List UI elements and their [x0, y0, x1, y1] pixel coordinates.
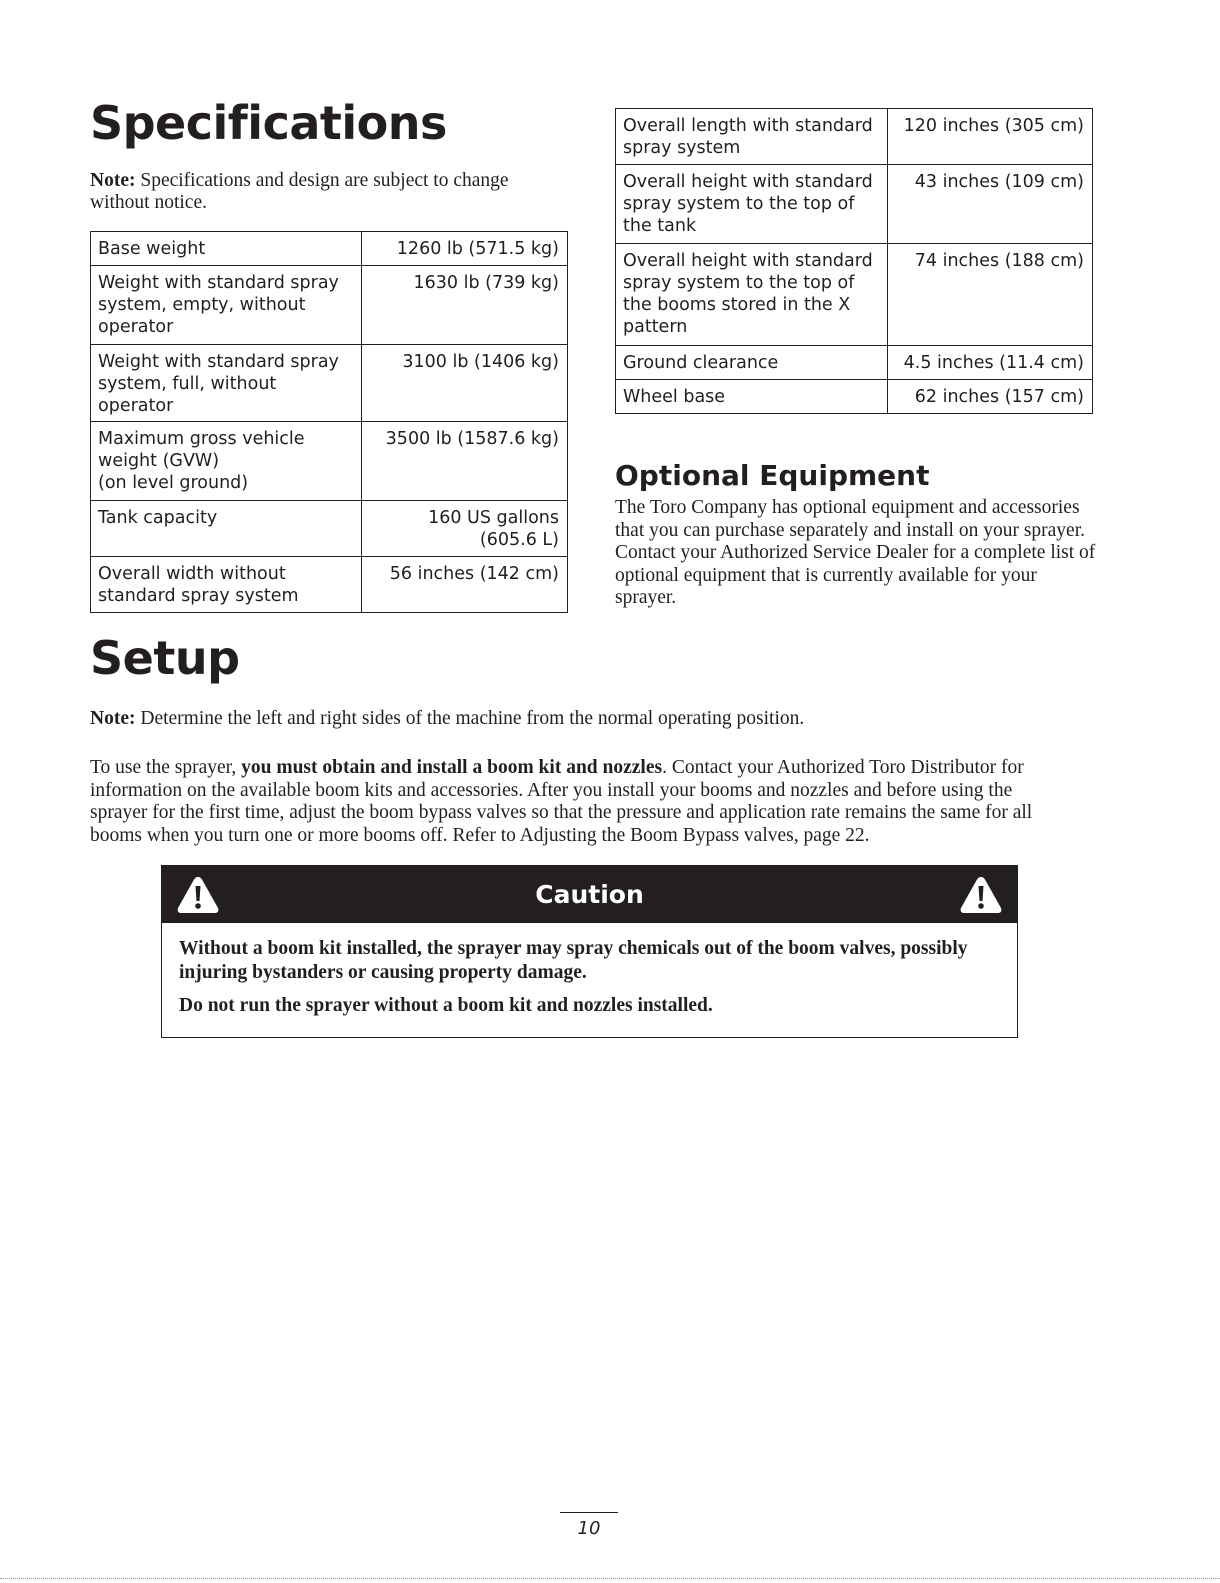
caution-text: Do not run the sprayer without a boom kit and nozzles installed. — [179, 995, 713, 1016]
spec-label: Wheel base — [616, 380, 888, 414]
spec-label: Overall length with standard spray system — [616, 109, 888, 165]
spec-label: Overall width without standard spray system — [91, 557, 362, 613]
page-number-rule — [560, 1512, 618, 1513]
table-row — [616, 109, 1093, 165]
spec-value: 3500 lb (1587.6 kg) — [362, 422, 568, 501]
table-row — [91, 345, 568, 422]
setup-heading: Setup — [90, 631, 240, 685]
spec-label: Overall height with standard spray system to the top of the booms stored in the X pattern — [616, 244, 888, 346]
spec-value: 62 inches (157 cm) — [888, 380, 1093, 414]
spec-value: 160 US gallons (605.6 L) — [362, 501, 568, 557]
caution-text: Without a boom kit installed, the sprayer may spray chemicals out of the boom valves, possibly injuring bystanders or causing property damage. — [179, 938, 968, 983]
page-bottom-divider — [0, 1578, 1220, 1579]
spec-value: 1630 lb (739 kg) — [362, 266, 568, 345]
note-label: Note: — [90, 708, 136, 729]
specifications-note — [90, 170, 550, 214]
spec-label: Weight with standard spray system, empty, without operator — [91, 266, 362, 345]
caution-header — [162, 866, 1017, 923]
table-row — [616, 346, 1093, 380]
spec-value: 120 inches (305 cm) — [888, 109, 1093, 165]
caution-title: Caution — [535, 880, 644, 909]
table-row — [91, 232, 568, 266]
table-row — [616, 165, 1093, 244]
spec-value: 43 inches (109 cm) — [888, 165, 1093, 244]
setup-paragraph — [90, 757, 1065, 847]
optional-equipment-heading: Optional Equipment — [615, 459, 930, 492]
spec-label: Weight with standard spray system, full, without operator — [91, 345, 362, 422]
spec-label: Tank capacity — [91, 501, 362, 557]
spec-value: 56 inches (142 cm) — [362, 557, 568, 613]
page-number: 10 — [577, 1518, 601, 1539]
table-row — [91, 557, 568, 613]
table-row — [616, 244, 1093, 346]
spec-value: 74 inches (188 cm) — [888, 244, 1093, 346]
warning-triangle-icon — [959, 875, 1003, 915]
spec-value: 4.5 inches (11.4 cm) — [888, 346, 1093, 380]
spec-value: 3100 lb (1406 kg) — [362, 345, 568, 422]
setup-para-rest: . Contact your Authorized Toro Distributor for information on the available boom kits and accessories. After you install your booms and nozzles and before using the sprayer for the first time, adjust the boom bypass valves so that the pressure and application rate remains the same for all booms when you turn one or more booms off. Refer to Adjusting the Boom Bypass valves, page 22. — [90, 757, 1033, 846]
table-row — [91, 501, 568, 557]
caution-body — [162, 923, 1017, 1018]
note-text: Determine the left and right sides of the machine from the normal operating position. — [140, 708, 805, 729]
table-row — [91, 422, 568, 501]
optional-equipment-text: The Toro Company has optional equipment and accessories that you can purchase separately and install on your sprayer. Contact your Authorized Service Dealer for a complete list of optional equipment that is currently available for your sprayer. — [615, 497, 1096, 608]
table-row — [91, 266, 568, 345]
spec-value: 1260 lb (571.5 kg) — [362, 232, 568, 266]
caution-box — [161, 865, 1018, 1038]
setup-note — [90, 708, 1090, 730]
specifications-heading: Specifications — [90, 96, 447, 150]
setup-para-emphasis: you must obtain and install a boom kit and nozzles — [241, 757, 663, 778]
spec-label: Ground clearance — [616, 346, 888, 380]
note-label: Note: — [90, 170, 136, 191]
setup-para-prefix: To use the sprayer, — [90, 757, 242, 778]
note-text: Specifications and design are subject to change without notice. — [90, 170, 509, 213]
spec-label: Base weight — [91, 232, 362, 266]
spec-label: Overall height with standard spray system to the top of the tank — [616, 165, 888, 244]
specifications-table-left — [90, 231, 568, 613]
specifications-table-right — [615, 108, 1093, 414]
spec-label: Maximum gross vehicle weight (GVW) (on level ground) — [91, 422, 362, 501]
table-row — [616, 380, 1093, 414]
